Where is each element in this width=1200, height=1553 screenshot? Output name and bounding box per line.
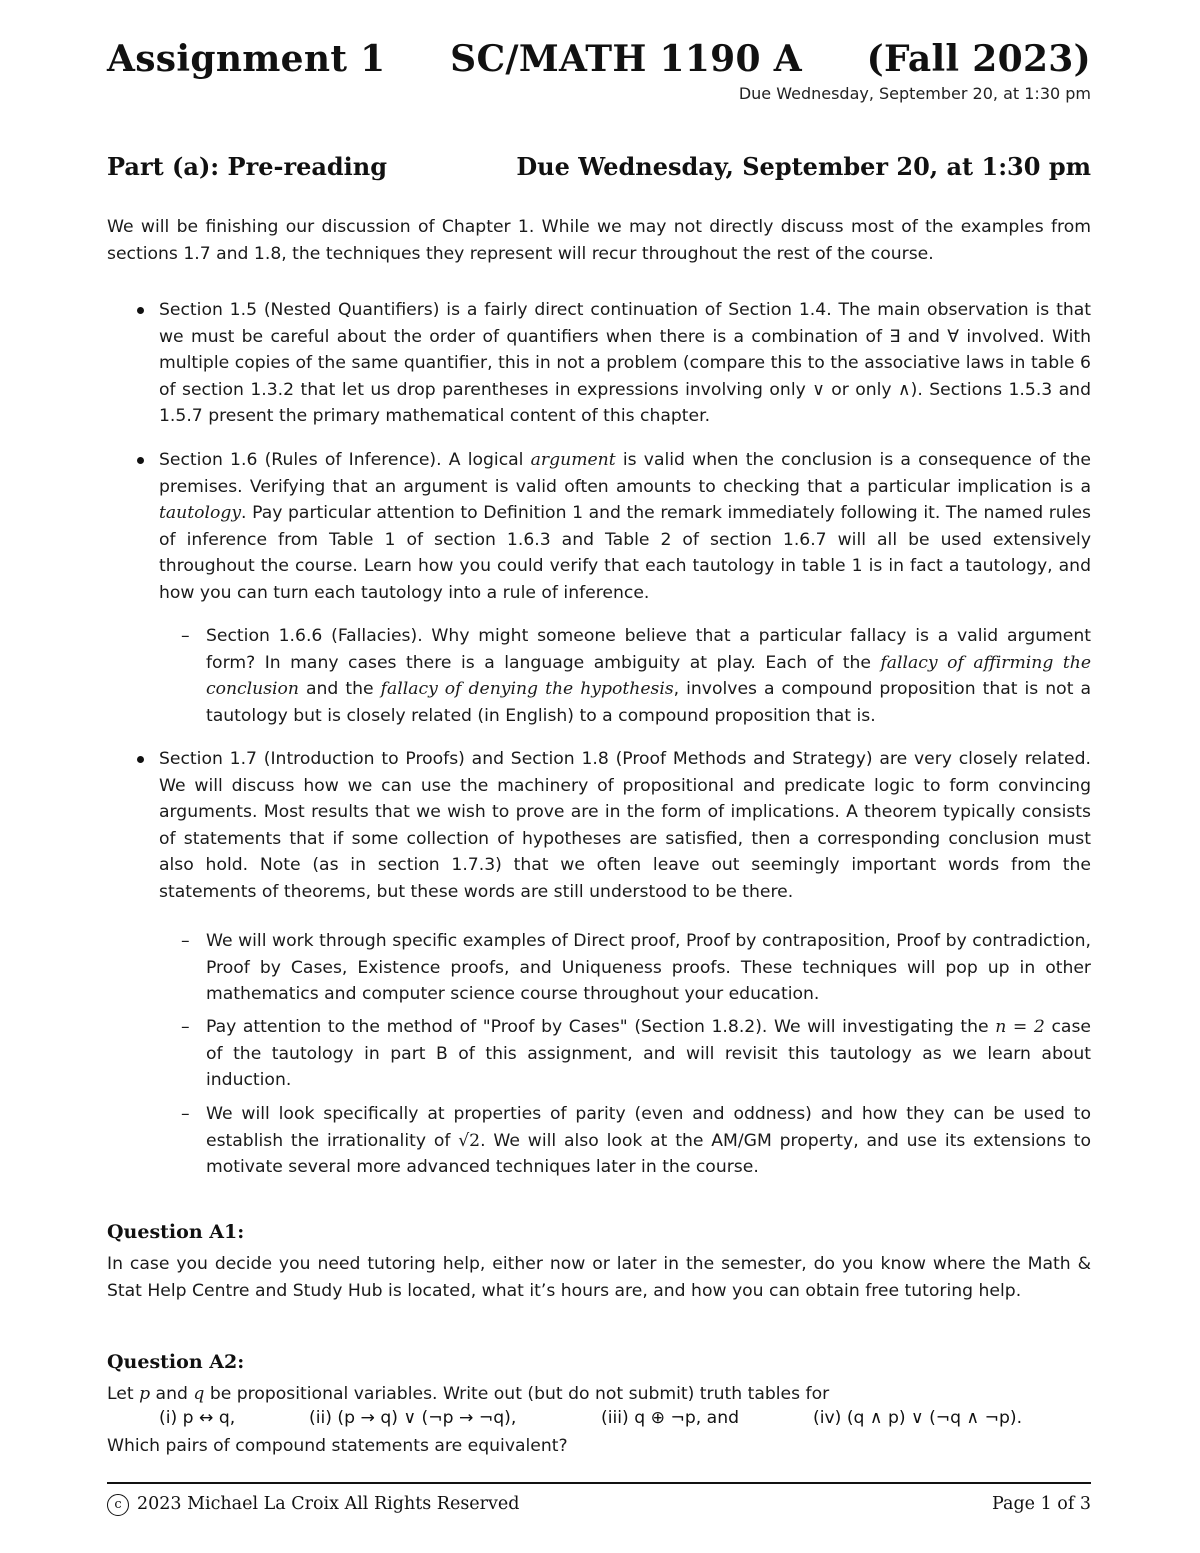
bullet-text: Section 1.7 (Introduction to Proofs) and Section 1.8 (Proof Methods and Strategy) are very closely related. We will discuss how we can use the machinery of propositional and predicate logic to form convincing arguments. Most results that we wish to prove are in the form of implications. A theorem typically consists of statements that if some collection of hypotheses are satisfied, then a corresponding conclusion must also hold. Note (as in section 1.7.3) that we often leave out seemingly important words from the statements of theorems, but these words are still understood to be there.	[159, 749, 1091, 902]
sub-bullet-text: , involves a compound proposition that is not a tautology but is closely related (in English) to a compound proposition that is.	[206, 679, 1091, 726]
sub-bullet-text: and the	[298, 679, 381, 699]
sub-bullet-parity	[107, 1101, 1091, 1181]
bullet-section-1-6	[107, 447, 1091, 606]
course-code: SC/MATH 1190 A	[450, 38, 802, 80]
question-a2-text	[107, 1381, 1091, 1408]
question-a2-text-part: and	[150, 1384, 194, 1404]
term-label: (Fall 2023)	[866, 38, 1091, 80]
header-due-date: Due Wednesday, September 20, at 1:30 pm	[738, 84, 1091, 103]
emphasis-denying: fallacy of denying the hypothesis	[380, 679, 674, 699]
dash-marker: –	[181, 1104, 190, 1124]
question-a2-text-part: be propositional variables. Write out (but do not submit) truth tables for	[204, 1384, 830, 1404]
intro-paragraph: We will be finishing our discussion of Chapter 1. While we may not directly discuss most of the examples from sections 1.7 and 1.8, the techniques they represent will recur throughout the rest of the course.	[107, 217, 1091, 264]
assignment-title: Assignment 1	[107, 38, 386, 80]
part-a-due: Due Wednesday, September 20, at 1:30 pm	[516, 152, 1091, 181]
bullet-text: Section 1.6 (Rules of Inference). A logical	[159, 450, 531, 470]
question-a2-closing: Which pairs of compound statements are equivalent?	[107, 1436, 568, 1456]
part-a-heading	[107, 152, 1091, 181]
bullet-section-1-5	[107, 297, 1091, 430]
document-title	[107, 38, 1091, 80]
bullet-text: Section 1.5 (Nested Quantifiers) is a fairly direct continuation of Section 1.4. The main observation is that we must be careful about the order of quantifiers when there is a combination of ∃ and ∀ involved. With multiple copies of the same quantifier, this in not a problem (compare this to the associative laws in table 6 of section 1.3.2 that let us drop parentheses in expressions involving only ∨ or only ∧). Sections 1.5.3 and 1.5.7 present the primary mathematical content of this chapter.	[159, 300, 1091, 426]
sub-bullet-fallacies	[107, 623, 1091, 729]
page-number: Page 1 of 3	[992, 1494, 1091, 1514]
sub-bullet-text: case of the tautology in part B of this assignment, and will revisit this tautology as we learn about induction.	[206, 1017, 1091, 1090]
bullet-text: . Pay particular attention to Definition 1 and the remark immediately following it. The named rules of inference from Table 1 of section 1.6.3 and Table 2 of section 1.6.7 will all be used extensively throughout the course. Learn how you could verify that each tautology in table 1 is in fact a tautology, and how you can turn each tautology into a rule of inference.	[159, 503, 1091, 603]
document-page	[107, 0, 1091, 1553]
sub-bullet-text: Pay attention to the method of "Proof by Cases" (Section 1.8.2). We will investigating the	[206, 1017, 996, 1037]
part-a-title: Part (a): Pre-reading	[107, 152, 388, 181]
copyright-text: 2023 Michael La Croix All Rights Reserved	[137, 1494, 520, 1514]
question-a1-text: In case you decide you need tutoring help, either now or later in the semester, do you know where the Math & Stat Help Centre and Study Hub is located, what it’s hours are, and how you can obtain free tutoring help.	[107, 1254, 1091, 1301]
expression-iv: (iv) (q ∧ p) ∨ (¬q ∧ ¬p).	[813, 1408, 1023, 1428]
math-q: q	[193, 1384, 205, 1404]
sub-bullet-text: We will look specifically at properties of parity (even and oddness) and how they can be used to establish the irrationality of	[206, 1104, 1091, 1151]
sub-bullet-proof-by-cases	[107, 1014, 1091, 1094]
emphasis-affirming: fallacy of affirming the conclusion	[206, 652, 1092, 699]
question-a2-text-part: Let	[107, 1384, 140, 1404]
sub-bullet-text: Section 1.6.6 (Fallacies). Why might someone believe that a particular fallacy is a valid argument form? In many cases there is a language ambiguity at play. Each of the	[206, 626, 1091, 673]
expression-ii: (ii) (p → q) ∨ (¬p → ¬q),	[309, 1408, 517, 1428]
expression-i: (i) p ↔ q,	[159, 1408, 236, 1428]
math-p: p	[139, 1384, 151, 1404]
sub-bullet-text: We will work through specific examples of Direct proof, Proof by contraposition, Proof by contradiction, Proof by Cases, Existence proofs, and Uniqueness proofs. These techniques will pop up in other mathematics and computer science course throughout your education.	[206, 931, 1091, 1004]
dash-marker: –	[181, 1017, 190, 1037]
dash-marker: –	[181, 931, 190, 951]
bullet-dot	[137, 457, 144, 464]
emphasis-tautology: tautology	[159, 503, 242, 523]
footer-rule	[107, 1482, 1091, 1484]
dash-marker: –	[181, 626, 190, 646]
question-a2-heading: Question A2:	[107, 1351, 245, 1373]
sub-bullet-proof-types	[107, 928, 1091, 1008]
copyright-icon: c	[107, 1494, 129, 1516]
truth-table-expressions	[159, 1408, 1099, 1428]
page-footer	[107, 1494, 1091, 1516]
math-n-equals-2: n = 2	[995, 1017, 1045, 1037]
bullet-dot	[137, 307, 144, 314]
math-sqrt-2: √2	[458, 1130, 481, 1151]
emphasis-argument: argument	[530, 450, 616, 470]
expression-iii: (iii) q ⊕ ¬p, and	[601, 1408, 740, 1428]
sub-bullet-text: . We will also look at the AM/GM property, and use its extensions to motivate several more advanced techniques later in the course.	[206, 1130, 1091, 1177]
bullet-dot	[137, 756, 144, 763]
copyright-notice	[107, 1494, 519, 1516]
bullet-text: is valid when the conclusion is a consequence of the premises. Verifying that an argument is valid often amounts to checking that a particular implication is a	[159, 450, 1091, 497]
bullet-section-1-7-1-8	[107, 746, 1091, 905]
question-a1-heading: Question A1:	[107, 1221, 245, 1243]
